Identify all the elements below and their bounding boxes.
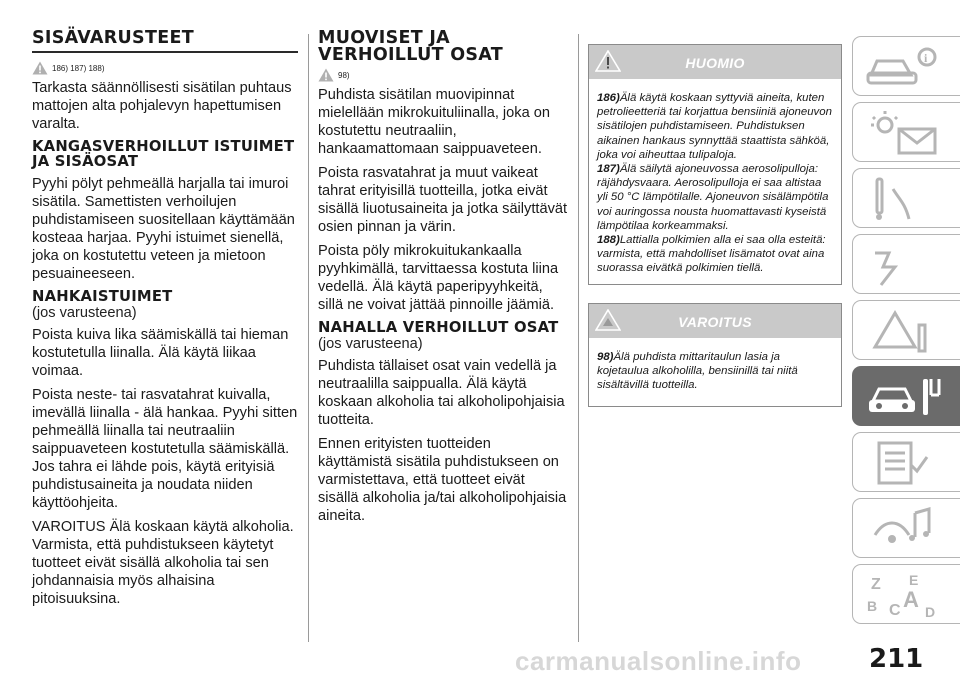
svg-text:B: B xyxy=(867,598,878,614)
item-number: 187) xyxy=(597,163,620,176)
multimedia-icon xyxy=(865,505,945,553)
leather-seats-paragraph-1: Poista kuiva lika säämiskällä tai hieman kostutetulla liinalla. Älä käytä liikaa voimaa. xyxy=(32,327,289,379)
leather-seats-warning-paragraph: VAROITUS Älä koskaan käytä alkoholia. Varmista, että puhdistukseen käytetyt tuotteet eivät sisällä alkoholia tai sen johdannaisia myös alhaisina pitoisuuksina. xyxy=(32,519,294,607)
huomio-title: HUOMIO xyxy=(685,55,745,71)
alphabet-index-icon xyxy=(865,571,945,619)
plastic-paragraph-2: Poista rasvatahrat ja muut vaikeat tahrat erityisillä tuotteilla, jotka eivät sisällä liuotusaineita ja jotka säilyttävät osien pinnan ja värin. xyxy=(318,165,568,235)
huomio-header xyxy=(589,45,841,79)
tab-emergency[interactable] xyxy=(852,300,960,360)
item-text: Älä säilytä ajoneuvossa aerosolipulloja: räjähdysvaara. Aerosolipulloja ei saa altistaa yli 50 °C lämpötilalle. Ajoneuvon sisälämpötila voi auringossa nousta huomattavasti kyseistä lämpötilaa korkeammaksi. xyxy=(597,163,829,232)
svg-text:C: C xyxy=(889,602,901,619)
varoitus-title: VAROITUS xyxy=(678,313,752,330)
warning-lights-icon xyxy=(865,109,945,157)
leather-parts-note: (jos varusteena) xyxy=(318,336,423,352)
warning-ref-numbers: 186) 187) 188) xyxy=(52,63,105,73)
tab-index[interactable] xyxy=(852,564,960,624)
huomio-body xyxy=(589,79,841,284)
checklist-icon xyxy=(865,439,945,487)
car-maintenance-icon xyxy=(865,373,945,421)
huomio-item xyxy=(597,162,833,233)
section-title-leather-parts: NAHALLA VERHOILLUT OSAT xyxy=(318,319,559,336)
tab-starting-driving[interactable] xyxy=(852,234,960,294)
column-divider-2 xyxy=(578,34,579,642)
tab-car-overview[interactable] xyxy=(852,36,960,96)
tab-multimedia[interactable] xyxy=(852,498,960,558)
title-rule xyxy=(32,51,298,53)
item-text: Lattialla polkimien alla ei saa olla esteitä: varmista, että mahdolliset lisämatot ovat aina suorassa eivätkä polkimien tiellä. xyxy=(597,234,826,275)
huomio-item xyxy=(597,233,833,276)
warning-triangle-icon xyxy=(318,68,334,82)
plastic-paragraph-1: Puhdista sisätilan muovipinnat mielellään mikrokuituliinalla, joka on kostutettu neutraaliin, hankaamattomaan saippuaveteen. xyxy=(318,87,550,157)
tab-maintenance[interactable] xyxy=(852,366,960,426)
varoitus-item xyxy=(597,350,833,393)
section-title-plastic-parts: MUOVISET JA VERHOILLUT OSAT xyxy=(318,28,504,65)
tab-safety[interactable] xyxy=(852,168,960,228)
huomio-box xyxy=(588,44,842,285)
plastic-paragraph-3: Poista pöly mikrokuitukankaalla pyyhkimällä, tarvittaessa kostuta liina vedellä. Älä käytä paperipyyhkeitä, sillä ne voivat jättää pinnoille jäämiä. xyxy=(318,243,559,313)
section-title-fabric-seats: KANGASVERHOILLUT ISTUIMET JA SISÄOSAT xyxy=(32,138,295,170)
leather-parts-paragraph-1: Puhdista tällaiset osat vain vedellä ja neutraalilla saippualla. Älä käytä koskaan alkoholia tai alkoholipohjaisia tuotteita. xyxy=(318,358,565,428)
car-info-icon xyxy=(865,43,945,91)
leather-seats-note: (jos varusteena) xyxy=(32,305,137,321)
item-text: Älä käytä koskaan syttyviä aineita, kuten petrolieetteriä tai korjattua bensiiniä ajoneuvon sisätilojen puhdistamiseen. Puhdistuksen aikainen hankaus synnyttää staattista sähköä, joka voi aiheuttaa tulipaloja. xyxy=(597,92,832,161)
warning-refs xyxy=(32,61,298,75)
item-text: Älä puhdista mittaritaulun lasia ja kojetaulua alkoholilla, bensiinillä tai niitä sisältävillä tuotteilla. xyxy=(597,350,798,392)
varoitus-body xyxy=(589,338,841,407)
intro-paragraph: Tarkasta säännöllisesti sisätilan puhtaus mattojen alta pohjalevyn hapettumisen varalta. xyxy=(32,80,292,132)
page-number: 211 xyxy=(869,644,924,674)
svg-text:E: E xyxy=(909,572,919,588)
warning-triangle-icon xyxy=(32,61,48,75)
leather-seats-paragraph-2: Poista neste- tai rasvatahrat kuivalla, imevällä liinalla - älä hankaa. Pyyhi sitten pehmeällä liinalla tai neutraaliin saippuaveteen kostutetulla säämiskällä. Jos tahra ei lähde pois, käytä erityisiä puhdistusaineita ja noudata niiden käyttöohjeita. xyxy=(32,387,298,511)
watermark: carmanualsonline.info xyxy=(515,646,802,676)
tab-technical-data[interactable] xyxy=(852,432,960,492)
item-number: 98) xyxy=(597,350,614,363)
column-1 xyxy=(32,30,298,614)
warning-refs-col2 xyxy=(318,68,568,82)
column-3 xyxy=(588,44,842,407)
warning-ref-numbers: 98) xyxy=(338,70,350,80)
driving-icon xyxy=(865,241,945,289)
varoitus-header xyxy=(589,304,841,338)
huomio-item xyxy=(597,91,833,162)
item-number: 188) xyxy=(597,234,620,247)
leather-parts-paragraph-2: Ennen erityisten tuotteiden käyttämistä sisätila puhdistukseen on varmistettava, että tuotteet eivät sisällä alkoholia ja/tai alkoholipohjaisia aineita. xyxy=(318,436,567,524)
section-title-leather-seats: NAHKAISTUIMET xyxy=(32,288,173,305)
item-number: 186) xyxy=(597,92,620,104)
column-2 xyxy=(318,30,568,531)
svg-text:D: D xyxy=(925,604,936,619)
tab-warning-lights[interactable] xyxy=(852,102,960,162)
varoitus-box xyxy=(588,303,842,408)
emergency-icon xyxy=(865,307,945,355)
svg-text:Z: Z xyxy=(871,576,881,593)
svg-text:A: A xyxy=(903,587,919,612)
safety-icon xyxy=(865,175,945,223)
fabric-seats-paragraph: Pyyhi pölyt pehmeällä harjalla tai imuroi sisätila. Samettisten verhoilujen puhdistamiseen suositellaan käyttämään kosteaa harjaa. Pyyhi istuimet sienellä, joka on kostutettu veteen ja mietoon pesuaineeseen. xyxy=(32,176,295,282)
page-title: SISÄVARUSTEET xyxy=(32,28,194,48)
column-divider-1 xyxy=(308,34,309,642)
svg-text:i: i xyxy=(924,51,928,65)
